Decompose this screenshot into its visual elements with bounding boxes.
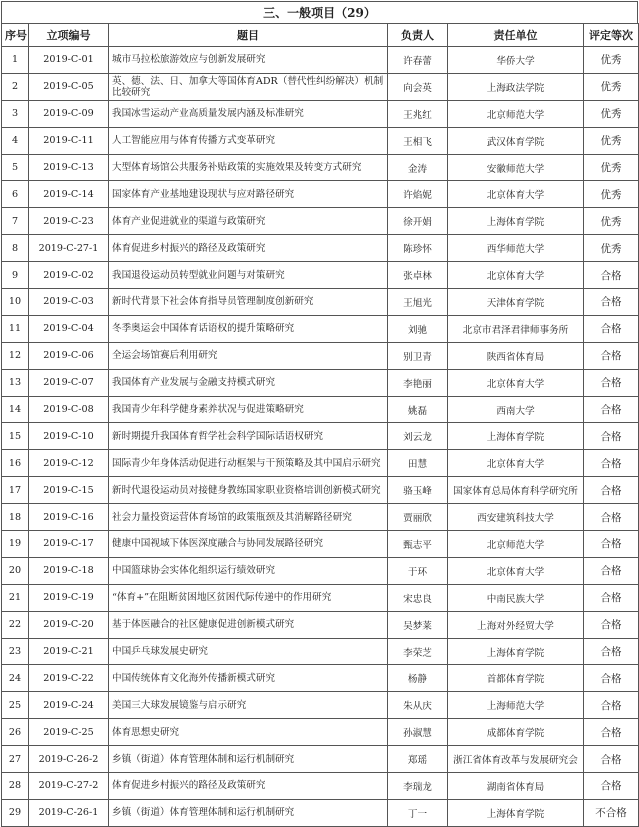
cell-lead: 张卓林: [388, 262, 448, 289]
cell-unit: 上海对外经贸大学: [448, 611, 584, 638]
table-row: [2, 127, 639, 154]
cell-lead: 于环: [388, 557, 448, 584]
cell-index: 23: [2, 638, 29, 665]
cell-unit: 北京师范大学: [448, 100, 584, 127]
cell-index: 6: [2, 181, 29, 208]
cell-unit: 北京体育大学: [448, 181, 584, 208]
cell-index: 24: [2, 665, 29, 692]
table-row: [2, 773, 639, 800]
cell-unit: 上海政法学院: [448, 73, 584, 100]
cell-grade: 合格: [584, 477, 639, 504]
cell-title: 大型体育场馆公共服务补贴政策的实施效果及转变方式研究: [109, 154, 388, 181]
cell-lead: 李瑞龙: [388, 773, 448, 800]
table-row: [2, 73, 639, 100]
cell-unit: 北京市君泽君律师事务所: [448, 315, 584, 342]
cell-unit: 首都体育学院: [448, 665, 584, 692]
cell-grade: 优秀: [584, 100, 639, 127]
table-row: [2, 799, 639, 826]
table-row: [2, 396, 639, 423]
cell-project-id: 2019-C-14: [29, 181, 109, 208]
project-table: [1, 23, 639, 827]
cell-lead: 刘云龙: [388, 423, 448, 450]
table-row: [2, 531, 639, 558]
cell-index: 16: [2, 450, 29, 477]
cell-lead: 刘驰: [388, 315, 448, 342]
table-row: [2, 154, 639, 181]
cell-lead: 许焰妮: [388, 181, 448, 208]
cell-unit: 安徽师范大学: [448, 154, 584, 181]
header-grade: 评定等次: [584, 24, 639, 47]
table-row: [2, 584, 639, 611]
cell-grade: 合格: [584, 289, 639, 316]
cell-lead: 贾丽欣: [388, 504, 448, 531]
cell-lead: 宋忠良: [388, 584, 448, 611]
cell-project-id: 2019-C-07: [29, 369, 109, 396]
cell-index: 28: [2, 773, 29, 800]
cell-grade: 优秀: [584, 127, 639, 154]
cell-grade: 合格: [584, 746, 639, 773]
cell-grade: 合格: [584, 665, 639, 692]
cell-grade: 合格: [584, 396, 639, 423]
cell-lead: 吴梦莱: [388, 611, 448, 638]
table-row: [2, 235, 639, 262]
table-row: [2, 342, 639, 369]
table-row: [2, 692, 639, 719]
cell-project-id: 2019-C-26-2: [29, 746, 109, 773]
cell-project-id: 2019-C-11: [29, 127, 109, 154]
cell-grade: 合格: [584, 638, 639, 665]
cell-title: 国家体育产业基地建设现状与应对路径研究: [109, 181, 388, 208]
cell-project-id: 2019-C-08: [29, 396, 109, 423]
cell-title: 冬季奥运会中国体育话语权的提升策略研究: [109, 315, 388, 342]
table-header-row: [2, 24, 639, 47]
cell-grade: 合格: [584, 611, 639, 638]
cell-lead: 丁一: [388, 799, 448, 826]
header-lead: 负责人: [388, 24, 448, 47]
cell-unit: 国家体育总局体育科学研究所: [448, 477, 584, 504]
cell-project-id: 2019-C-27-1: [29, 235, 109, 262]
cell-project-id: 2019-C-21: [29, 638, 109, 665]
table-row: [2, 289, 639, 316]
table-row: [2, 47, 639, 74]
table-body: [2, 47, 639, 827]
cell-project-id: 2019-C-20: [29, 611, 109, 638]
cell-project-id: 2019-C-04: [29, 315, 109, 342]
cell-lead: 骆玉峰: [388, 477, 448, 504]
cell-project-id: 2019-C-06: [29, 342, 109, 369]
cell-lead: 李艳丽: [388, 369, 448, 396]
cell-title: 中国传统体育文化海外传播新模式研究: [109, 665, 388, 692]
document-page: [1, 1, 638, 820]
cell-unit: 上海体育学院: [448, 208, 584, 235]
cell-index: 4: [2, 127, 29, 154]
cell-index: 5: [2, 154, 29, 181]
table-row: [2, 719, 639, 746]
cell-index: 18: [2, 504, 29, 531]
cell-lead: 孙淑慧: [388, 719, 448, 746]
cell-project-id: 2019-C-27-2: [29, 773, 109, 800]
cell-title: 基于体医融合的社区健康促进创新模式研究: [109, 611, 388, 638]
cell-title: 我国冰雪运动产业高质量发展内涵及标准研究: [109, 100, 388, 127]
table-row: [2, 369, 639, 396]
cell-title: “体育+”在阻断贫困地区贫困代际传递中的作用研究: [109, 584, 388, 611]
cell-lead: 甄志平: [388, 531, 448, 558]
cell-index: 9: [2, 262, 29, 289]
cell-index: 10: [2, 289, 29, 316]
cell-lead: 田慧: [388, 450, 448, 477]
table-row: [2, 450, 639, 477]
cell-grade: 合格: [584, 423, 639, 450]
cell-grade: 合格: [584, 315, 639, 342]
cell-title: 我国退役运动员转型就业问题与对策研究: [109, 262, 388, 289]
cell-lead: 金涛: [388, 154, 448, 181]
table-row: [2, 262, 639, 289]
cell-unit: 上海师范大学: [448, 692, 584, 719]
table-row: [2, 746, 639, 773]
cell-project-id: 2019-C-26-1: [29, 799, 109, 826]
cell-title: 体育促进乡村振兴的路径及政策研究: [109, 235, 388, 262]
cell-title: 乡镇（街道）体育管理体制和运行机制研究: [109, 746, 388, 773]
cell-unit: 浙江省体育改革与发展研究会: [448, 746, 584, 773]
cell-index: 25: [2, 692, 29, 719]
cell-title: 新时代背景下社会体育指导员管理制度创新研究: [109, 289, 388, 316]
cell-lead: 向会英: [388, 73, 448, 100]
cell-grade: 合格: [584, 719, 639, 746]
cell-project-id: 2019-C-15: [29, 477, 109, 504]
cell-title: 体育促进乡村振兴的路径及政策研究: [109, 773, 388, 800]
cell-index: 2: [2, 73, 29, 100]
cell-index: 20: [2, 557, 29, 584]
cell-index: 1: [2, 47, 29, 74]
cell-unit: 成都体育学院: [448, 719, 584, 746]
cell-lead: 徐开娟: [388, 208, 448, 235]
cell-project-id: 2019-C-03: [29, 289, 109, 316]
table-row: [2, 611, 639, 638]
cell-index: 21: [2, 584, 29, 611]
cell-unit: 北京体育大学: [448, 369, 584, 396]
table-row: [2, 477, 639, 504]
table-row: [2, 100, 639, 127]
cell-unit: 西安建筑科技大学: [448, 504, 584, 531]
cell-grade: 优秀: [584, 208, 639, 235]
cell-unit: 北京体育大学: [448, 450, 584, 477]
cell-lead: 李荣芝: [388, 638, 448, 665]
cell-lead: 王旭光: [388, 289, 448, 316]
header-title: 题目: [109, 24, 388, 47]
cell-grade: 优秀: [584, 235, 639, 262]
cell-unit: 武汉体育学院: [448, 127, 584, 154]
cell-grade: 优秀: [584, 73, 639, 100]
cell-grade: 合格: [584, 504, 639, 531]
cell-title: 我国体育产业发展与金融支持模式研究: [109, 369, 388, 396]
cell-grade: 优秀: [584, 47, 639, 74]
cell-index: 15: [2, 423, 29, 450]
cell-grade: 合格: [584, 692, 639, 719]
cell-unit: 上海体育学院: [448, 423, 584, 450]
cell-grade: 合格: [584, 369, 639, 396]
header-index: 序号: [2, 24, 29, 47]
cell-title: 体育思想史研究: [109, 719, 388, 746]
cell-lead: 朱从庆: [388, 692, 448, 719]
cell-lead: 许春蕾: [388, 47, 448, 74]
cell-lead: 姚磊: [388, 396, 448, 423]
cell-title: 美国三大球发展镜鉴与启示研究: [109, 692, 388, 719]
cell-title: 国际青少年身体活动促进行动框架与干预策略及其中国启示研究: [109, 450, 388, 477]
cell-lead: 陈珍怀: [388, 235, 448, 262]
cell-unit: 北京体育大学: [448, 557, 584, 584]
cell-title: 人工智能应用与体育传播方式变革研究: [109, 127, 388, 154]
table-row: [2, 315, 639, 342]
cell-unit: 北京体育大学: [448, 262, 584, 289]
header-project-id: 立项编号: [29, 24, 109, 47]
cell-project-id: 2019-C-09: [29, 100, 109, 127]
cell-project-id: 2019-C-18: [29, 557, 109, 584]
cell-title: 中国篮球协会实体化组织运行绩效研究: [109, 557, 388, 584]
cell-index: 17: [2, 477, 29, 504]
cell-lead: 杨静: [388, 665, 448, 692]
cell-unit: 陕西省体育局: [448, 342, 584, 369]
table-row: [2, 665, 639, 692]
cell-title: 社会力量投资运营体育场馆的政策瓶颈及其消解路径研究: [109, 504, 388, 531]
cell-grade: 合格: [584, 450, 639, 477]
cell-project-id: 2019-C-24: [29, 692, 109, 719]
cell-grade: 合格: [584, 342, 639, 369]
cell-index: 11: [2, 315, 29, 342]
cell-grade: 优秀: [584, 154, 639, 181]
cell-index: 19: [2, 531, 29, 558]
header-unit: 责任单位: [448, 24, 584, 47]
cell-title: 英、德、法、日、加拿大等国体育ADR（替代性纠纷解决）机制比较研究: [109, 73, 388, 100]
cell-index: 26: [2, 719, 29, 746]
cell-index: 3: [2, 100, 29, 127]
cell-unit: 上海体育学院: [448, 799, 584, 826]
cell-title: 我国青少年科学健身素养状况与促进策略研究: [109, 396, 388, 423]
cell-grade: 合格: [584, 584, 639, 611]
cell-index: 29: [2, 799, 29, 826]
cell-lead: 别卫青: [388, 342, 448, 369]
cell-project-id: 2019-C-23: [29, 208, 109, 235]
cell-unit: 西南大学: [448, 396, 584, 423]
table-row: [2, 423, 639, 450]
cell-grade: 合格: [584, 773, 639, 800]
cell-title: 体育产业促进就业的渠道与政策研究: [109, 208, 388, 235]
cell-project-id: 2019-C-02: [29, 262, 109, 289]
cell-project-id: 2019-C-16: [29, 504, 109, 531]
cell-unit: 华侨大学: [448, 47, 584, 74]
cell-unit: 北京师范大学: [448, 531, 584, 558]
cell-index: 22: [2, 611, 29, 638]
cell-title: 新时期提升我国体育哲学社会科学国际话语权研究: [109, 423, 388, 450]
table-row: [2, 557, 639, 584]
cell-grade: 优秀: [584, 181, 639, 208]
table-row: [2, 504, 639, 531]
cell-index: 12: [2, 342, 29, 369]
cell-project-id: 2019-C-01: [29, 47, 109, 74]
cell-project-id: 2019-C-19: [29, 584, 109, 611]
cell-index: 7: [2, 208, 29, 235]
cell-title: 新时代退役运动员对接健身教练国家职业资格培训创新模式研究: [109, 477, 388, 504]
cell-unit: 西华师范大学: [448, 235, 584, 262]
cell-title: 乡镇（街道）体育管理体制和运行机制研究: [109, 799, 388, 826]
cell-grade: 合格: [584, 262, 639, 289]
cell-unit: 上海体育学院: [448, 638, 584, 665]
table-row: [2, 208, 639, 235]
cell-title: 中国乒乓球发展史研究: [109, 638, 388, 665]
table-row: [2, 181, 639, 208]
cell-lead: 王兆红: [388, 100, 448, 127]
cell-grade: 不合格: [584, 799, 639, 826]
section-title: 三、一般项目（29）: [1, 1, 638, 23]
cell-project-id: 2019-C-13: [29, 154, 109, 181]
cell-grade: 合格: [584, 531, 639, 558]
cell-index: 27: [2, 746, 29, 773]
cell-index: 8: [2, 235, 29, 262]
cell-index: 13: [2, 369, 29, 396]
cell-grade: 合格: [584, 557, 639, 584]
cell-unit: 天津体育学院: [448, 289, 584, 316]
cell-project-id: 2019-C-25: [29, 719, 109, 746]
cell-project-id: 2019-C-12: [29, 450, 109, 477]
cell-title: 城市马拉松旅游效应与创新发展研究: [109, 47, 388, 74]
cell-title: 全运会场馆赛后利用研究: [109, 342, 388, 369]
table-row: [2, 638, 639, 665]
cell-lead: 郑瑶: [388, 746, 448, 773]
cell-unit: 中南民族大学: [448, 584, 584, 611]
cell-project-id: 2019-C-17: [29, 531, 109, 558]
cell-index: 14: [2, 396, 29, 423]
cell-project-id: 2019-C-22: [29, 665, 109, 692]
cell-unit: 湖南省体育局: [448, 773, 584, 800]
cell-project-id: 2019-C-10: [29, 423, 109, 450]
cell-project-id: 2019-C-05: [29, 73, 109, 100]
cell-title: 健康中国视域下体医深度融合与协同发展路径研究: [109, 531, 388, 558]
cell-lead: 王相飞: [388, 127, 448, 154]
